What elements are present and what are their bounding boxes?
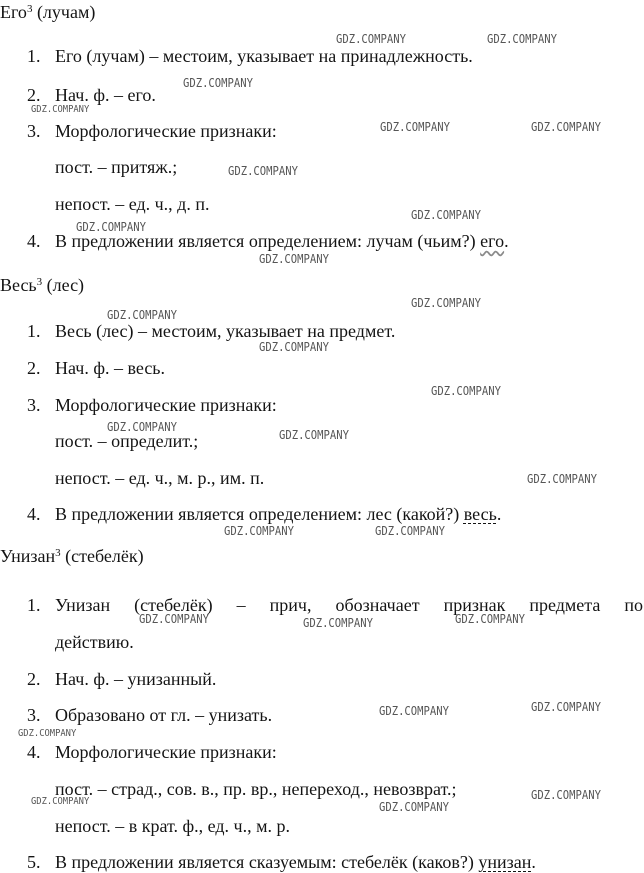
watermark: GDZ.COMPANY [279, 428, 349, 442]
item-number: 1. [27, 46, 41, 66]
item-number: 2. [27, 669, 41, 689]
item-text: В предложении является сказуемым: стебелёк (каков?) унизан. [55, 852, 536, 872]
watermark: GDZ.COMPANY [183, 76, 253, 90]
item-number: 1. [27, 595, 41, 615]
item-text: Нач. ф. – весь. [55, 358, 166, 378]
watermark: GDZ.COMPANY [487, 32, 557, 46]
item-number: 3. [27, 395, 41, 415]
item-subline: пост. – страд., сов. в., пр. вр., непереход., невозврат.; [55, 779, 457, 799]
item-text: Морфологические признаки: [55, 395, 277, 415]
item-text-continuation: действию. [55, 632, 134, 652]
item-number: 5. [27, 852, 41, 872]
item-text: Образовано от гл. – унизать. [55, 705, 273, 725]
watermark: GDZ.COMPANY [531, 788, 601, 802]
item-text: Морфологические признаки: [55, 742, 277, 762]
watermark: GDZ.COMPANY [431, 384, 501, 398]
section-heading-ego: Его$^3$ (лучам) [0, 2, 96, 22]
item-number: 2. [27, 85, 41, 105]
watermark: GDZ.COMPANY [531, 120, 601, 134]
item-number: 2. [27, 358, 41, 378]
watermark: GDZ.COMPANY [224, 524, 294, 538]
watermark: GDZ.COMPANY [455, 612, 525, 626]
watermark: GDZ.COMPANY [259, 252, 329, 266]
watermark: GDZ.COMPANY [107, 420, 177, 434]
watermark: GDZ.COMPANY [18, 728, 77, 739]
item-text: Нач. ф. – унизанный. [55, 669, 217, 689]
watermark: GDZ.COMPANY [527, 472, 597, 486]
watermark: GDZ.COMPANY [139, 612, 209, 626]
watermark: GDZ.COMPANY [76, 220, 146, 234]
item-text: Морфологические признаки: [55, 121, 277, 141]
watermark: GDZ.COMPANY [375, 524, 445, 538]
item-subline: непост. – ед. ч., м. р., им. п. [55, 468, 265, 488]
item-subline: пост. – определит.; [55, 431, 199, 451]
item-subline: непост. – в крат. ф., ед. ч., м. р. [55, 816, 291, 836]
item-number: 3. [27, 121, 41, 141]
watermark: GDZ.COMPANY [411, 296, 481, 310]
item-subline: непост. – ед. ч., д. п. [55, 194, 210, 214]
watermark: GDZ.COMPANY [379, 704, 449, 718]
marked-word: его [480, 231, 505, 251]
item-number: 4. [27, 504, 41, 524]
item-text: В предложении является определением: лес (какой?) весь. [55, 504, 502, 524]
watermark: GDZ.COMPANY [379, 800, 449, 814]
item-text: Унизан (стебелёк) – прич, обозначает признак предмета по [55, 595, 643, 615]
watermark: GDZ.COMPANY [336, 32, 406, 46]
marked-word: весь [463, 504, 497, 524]
item-number: 3. [27, 705, 41, 725]
item-text: В предложении является определением: лучам (чьим?) его. [55, 231, 509, 251]
watermark: GDZ.COMPANY [31, 796, 90, 807]
item-text: Нач. ф. – его. [55, 85, 156, 105]
item-number: 1. [27, 321, 41, 341]
item-number: 4. [27, 231, 41, 251]
marked-word: унизан [478, 852, 532, 872]
watermark: GDZ.COMPANY [31, 104, 90, 115]
watermark: GDZ.COMPANY [259, 340, 329, 354]
watermark: GDZ.COMPANY [411, 208, 481, 222]
watermark: GDZ.COMPANY [107, 308, 177, 322]
item-text: Весь (лес) – местоим, указывает на предмет. [55, 321, 396, 341]
watermark: GDZ.COMPANY [303, 616, 373, 630]
item-number: 4. [27, 742, 41, 762]
section-heading-ves: Весь$^3$ (лес) [0, 275, 85, 295]
watermark: GDZ.COMPANY [228, 164, 298, 178]
section-heading-unizan: Унизан$^3$ (стебелёк) [0, 546, 144, 566]
item-subline: пост. – притяж.; [55, 157, 178, 177]
item-text: Его (лучам) – местоим, указывает на принадлежность. [55, 46, 473, 66]
watermark: GDZ.COMPANY [531, 700, 601, 714]
watermark: GDZ.COMPANY [380, 120, 450, 134]
